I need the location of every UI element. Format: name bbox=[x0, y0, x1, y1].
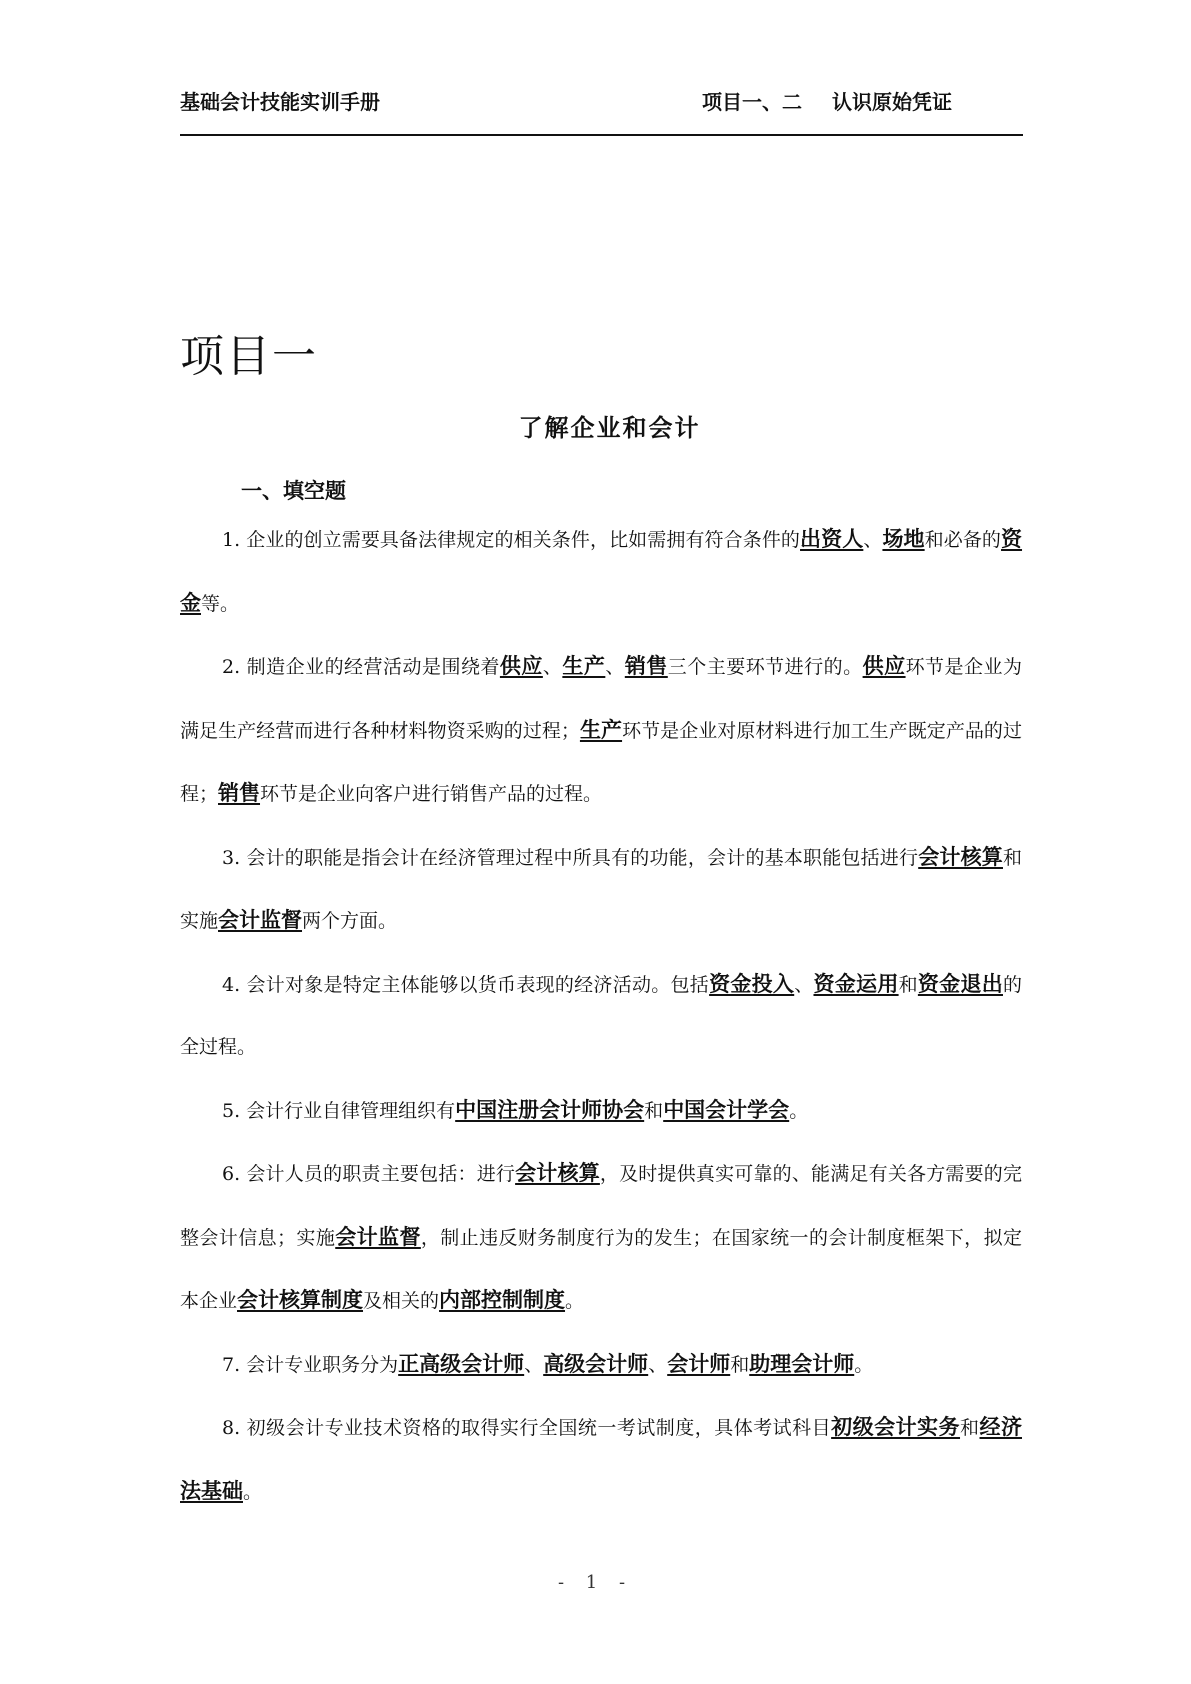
answer-blank: 正高级会计师 bbox=[398, 1351, 525, 1376]
question-text: ，制止违反财务制度行为的发生；在国家统一的会计制度框架下，拟定本企业 bbox=[180, 1226, 1022, 1312]
project-title: 项目一 bbox=[180, 331, 318, 382]
question-text: 7. 会计专业职务分为 bbox=[222, 1353, 399, 1376]
question-text: 和 bbox=[730, 1353, 750, 1376]
question-item bbox=[180, 508, 1022, 635]
question-text: 、 bbox=[794, 973, 814, 996]
question-text: 。 bbox=[565, 1290, 585, 1312]
question-text: 4. 会计对象是特定主体能够以货币表现的经济活动。包括 bbox=[222, 973, 710, 996]
question-text: 环节是企业向客户进行销售产品的过程。 bbox=[260, 783, 603, 805]
answer-blank: 场地 bbox=[882, 527, 925, 551]
question-text: 。 bbox=[789, 1099, 809, 1122]
question-text: ，及时提供真实可靠的、能满足有关各方需要的完整会计信息；实施 bbox=[180, 1163, 1022, 1249]
chapter-label bbox=[702, 86, 952, 115]
answer-blank: 生产 bbox=[562, 654, 606, 678]
answer-blank: 出资人 bbox=[800, 527, 864, 551]
question-text: 、 bbox=[524, 1353, 544, 1376]
answer-blank: 供应 bbox=[499, 654, 543, 678]
question-text: 和 bbox=[898, 973, 918, 996]
question-text: 和 bbox=[960, 1417, 980, 1439]
answer-blank: 经济法基础 bbox=[180, 1415, 1022, 1503]
answer-blank: 会计监督 bbox=[218, 908, 303, 932]
chapter-title: 认识原始凭证 bbox=[832, 90, 952, 114]
question-text: 、 bbox=[605, 656, 625, 678]
answer-blank: 销售 bbox=[218, 781, 261, 805]
question-text: 和实施 bbox=[180, 846, 1022, 932]
question-text: 及相关的 bbox=[363, 1290, 440, 1312]
question-item bbox=[180, 1396, 1022, 1523]
answer-blank: 供应 bbox=[862, 654, 906, 678]
question-item bbox=[180, 1333, 1022, 1397]
fill-in-blank-questions bbox=[180, 508, 1022, 1523]
question-text: 两个方面。 bbox=[302, 910, 398, 932]
page-number: - 1 - bbox=[557, 1572, 634, 1593]
answer-blank: 会计核算制度 bbox=[237, 1288, 364, 1312]
question-text: 。 bbox=[854, 1353, 874, 1376]
question-text: 3. 会计的职能是指会计在经济管理过程中所具有的功能，会计的基本职能包括进行 bbox=[222, 846, 919, 869]
question-text: 2. 制造企业的经营活动是围绕着 bbox=[222, 656, 500, 678]
question-text: 。 bbox=[243, 1480, 263, 1503]
answer-blank: 资金投入 bbox=[709, 971, 795, 996]
answer-blank: 生产 bbox=[579, 717, 623, 742]
question-text: 等。 bbox=[201, 592, 240, 615]
page-header bbox=[180, 82, 1023, 136]
question-text: 1. 企业的创立需要具备法律规定的相关条件，比如需拥有符合条件的 bbox=[222, 529, 801, 551]
answer-blank: 销售 bbox=[624, 654, 668, 678]
answer-blank: 内部控制制度 bbox=[439, 1288, 566, 1312]
manual-title: 基础会计技能实训手册 bbox=[180, 90, 380, 114]
question-item bbox=[180, 826, 1022, 953]
answer-blank: 会计核算 bbox=[515, 1161, 600, 1185]
question-text: 的全过程。 bbox=[180, 973, 1022, 1058]
answer-blank: 中国注册会计师协会 bbox=[455, 1097, 645, 1122]
answer-blank: 会计监督 bbox=[335, 1224, 421, 1249]
question-text: 8. 初级会计专业技术资格的取得实行全国统一考试制度，具体考试科目 bbox=[222, 1417, 832, 1439]
answer-blank: 助理会计师 bbox=[749, 1351, 855, 1376]
question-text: 6. 会计人员的职责主要包括：进行 bbox=[222, 1163, 516, 1185]
question-text: 和 bbox=[644, 1099, 664, 1122]
question-text: 、 bbox=[863, 529, 883, 551]
answer-blank: 初级会计实务 bbox=[831, 1415, 961, 1439]
question-text: 三个主要环节进行的。 bbox=[667, 656, 863, 678]
answer-blank: 高级会计师 bbox=[543, 1351, 649, 1376]
section-heading: 一、填空题 bbox=[241, 479, 346, 503]
question-text: 环节是企业为满足生产经营而进行各种材料物资采购的过程； bbox=[180, 656, 1022, 742]
chapter-number: 项目一、二 bbox=[702, 90, 802, 114]
answer-blank: 会计核算 bbox=[918, 844, 1003, 869]
question-text: 和必备的 bbox=[924, 529, 1002, 551]
question-item bbox=[180, 1142, 1022, 1333]
answer-blank: 会计师 bbox=[667, 1351, 731, 1376]
question-text: 环节是企业对原材料进行加工生产既定产品的过程； bbox=[180, 719, 1022, 805]
question-item bbox=[180, 953, 1022, 1079]
answer-blank: 中国会计学会 bbox=[663, 1097, 790, 1122]
answer-blank: 资金运用 bbox=[813, 971, 899, 996]
question-text: 、 bbox=[542, 656, 563, 678]
answer-blank: 资金 bbox=[180, 527, 1023, 615]
question-item bbox=[180, 635, 1022, 826]
question-item bbox=[180, 1079, 1022, 1143]
question-text: 5. 会计行业自律管理组织有 bbox=[222, 1099, 456, 1122]
project-subtitle: 了解企业和会计 bbox=[518, 414, 701, 442]
question-text: 、 bbox=[648, 1353, 668, 1376]
answer-blank: 资金退出 bbox=[917, 971, 1003, 996]
